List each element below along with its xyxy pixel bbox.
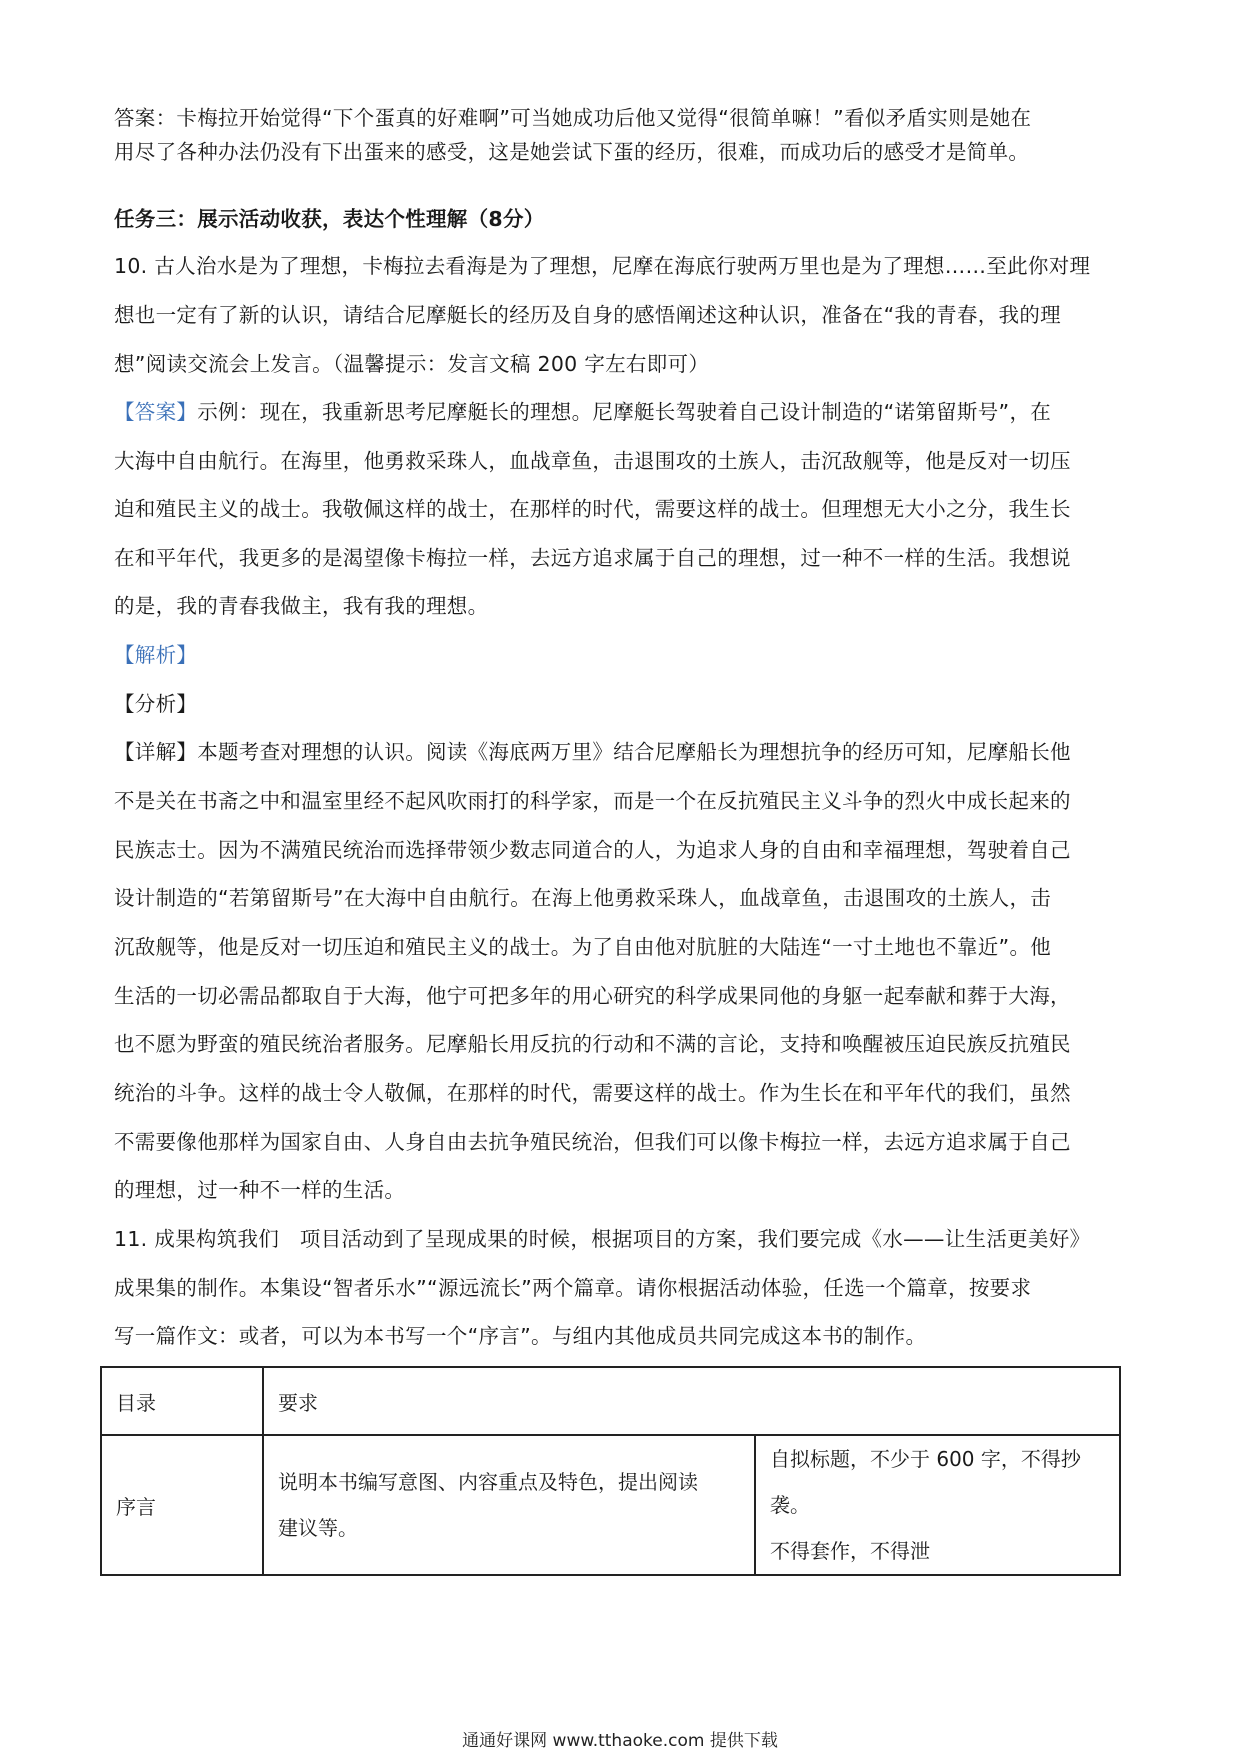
detail-line-10: 的理想，过一种不一样的生活。 xyxy=(114,1178,406,1202)
table-row xyxy=(101,1435,1120,1575)
detail-tag: 【详解】 xyxy=(114,740,198,764)
detail-line-3: 民族志士。因为不满殖民统治而选择带领少数志同道合的人，为追求人身的自由和幸福理想，驾驶着自己 xyxy=(114,838,1071,862)
header-requirements: 要求 xyxy=(263,1367,1120,1435)
fenxi-tag: 【分析】 xyxy=(114,692,198,716)
detail-line-2: 不是关在书斋之中和温室里经不起风吹雨打的科学家，而是一个在反抗殖民主义斗争的烈火中成长起来的 xyxy=(114,789,1071,813)
q10-line-2: 想也一定有了新的认识，请结合尼摩艇长的经历及自身的感悟阐述这种认识，准备在“我的青春，我的理 xyxy=(114,303,1061,327)
q10-line-1: 10. 古人治水是为了理想，卡梅拉去看海是为了理想，尼摩在海底行驶两万里也是为了理想……至此你对理 xyxy=(114,254,1091,278)
detail-line-9: 不需要像他那样为国家自由、人身自由去抗争殖民统治，但我们可以像卡梅拉一样，去远方追求属于自己 xyxy=(114,1130,1071,1154)
answer-tag: 【答案】 xyxy=(114,400,198,424)
answer10-text-1: 示例：现在，我重新思考尼摩艇长的理想。尼摩艇长驾驶着自己设计制造的“诺第留斯号”，在 xyxy=(197,400,1052,424)
q11-line-1: 11. 成果构筑我们 项目活动到了呈现成果的时候，根据项目的方案，我们要完成《水——让生活更美好》 xyxy=(114,1227,1091,1251)
q11-line-3: 写一篇作文：或者，可以为本书写一个“序言”。与组内其他成员共同完成这本书的制作。 xyxy=(114,1324,927,1348)
detail-line-6: 生活的一切必需品都取自于大海，他宁可把多年的用心研究的科学成果同他的身躯一起奉献和葬于大海， xyxy=(114,984,1071,1008)
row-preface-label: 序言 xyxy=(101,1435,263,1575)
detail-line-1 xyxy=(114,737,1071,767)
detail-text-1: 本题考查对理想的认识。阅读《海底两万里》结合尼摩船长为理想抗争的经历可知，尼摩船长他 xyxy=(197,740,1071,764)
row-preface-desc-line-2: 建议等。 xyxy=(278,1516,358,1540)
answer-prev-line-2: 用尽了各种办法仍没有下出蛋来的感受，这是她尝试下蛋的经历，很难，而成功后的感受才是简单。 xyxy=(114,140,1030,164)
detail-line-5: 沉敌舰等，他是反对一切压迫和殖民主义的战士。为了自由他对肮脏的大陆连“一寸土地也不靠近”。他 xyxy=(114,935,1052,959)
answer10-line-1 xyxy=(114,397,1051,427)
answer10-line-2: 大海中自由航行。在海里，他勇救采珠人，血战章鱼，击退围攻的土族人，击沉敌舰等，他是反对一切压 xyxy=(114,449,1071,473)
row-preface-desc xyxy=(263,1435,755,1575)
detail-line-8: 统治的斗争。这样的战士令人敬佩，在那样的时代，需要这样的战士。作为生长在和平年代的我们，虽然 xyxy=(114,1081,1071,1105)
requirements-table xyxy=(100,1366,1121,1576)
answer10-line-4: 在和平年代，我更多的是渴望像卡梅拉一样，去远方追求属于自己的理想，过一种不一样的生活。我想说 xyxy=(114,546,1071,570)
footer-source: 通通好课网 www.tthaoke.com 提供下载 xyxy=(462,1731,778,1751)
task3-heading: 任务三：展示活动收获，表达个性理解（8分） xyxy=(114,207,545,231)
q10-line-3: 想”阅读交流会上发言。（温馨提示：发言文稿 200 字左右即可） xyxy=(114,352,710,376)
row-preface-rules-line-2: 不得套作，不得泄 xyxy=(770,1539,930,1563)
answer10-line-3: 迫和殖民主义的战士。我敬佩这样的战士，在那样的时代，需要这样的战士。但理想无大小之分，我生长 xyxy=(114,497,1071,521)
q11-line-2: 成果集的制作。本集设“智者乐水”“源远流长”两个篇章。请你根据活动体验，任选一个篇章，按要求 xyxy=(114,1276,1032,1300)
answer-prev-line-1: 答案：卡梅拉开始觉得“下个蛋真的好难啊”可当她成功后他又觉得“很简单嘛！”看似矛盾实则是她在 xyxy=(114,106,1032,130)
row-preface-rules xyxy=(755,1435,1120,1575)
detail-line-7: 也不愿为野蛮的殖民统治者服务。尼摩船长用反抗的行动和不满的言论，支持和唤醒被压迫民族反抗殖民 xyxy=(114,1032,1071,1056)
table-header-row xyxy=(101,1367,1120,1435)
row-preface-rules-line-1: 自拟标题，不少于 600 字，不得抄袭。 xyxy=(770,1447,1081,1517)
analysis-tag: 【解析】 xyxy=(114,643,198,667)
answer10-line-5: 的是，我的青春我做主，我有我的理想。 xyxy=(114,594,489,618)
row-preface-desc-line-1: 说明本书编写意图、内容重点及特色，提出阅读 xyxy=(278,1470,698,1494)
header-catalog: 目录 xyxy=(101,1367,263,1435)
detail-line-4: 设计制造的“若第留斯号”在大海中自由航行。在海上他勇救采珠人，血战章鱼，击退围攻的土族人，击 xyxy=(114,886,1052,910)
